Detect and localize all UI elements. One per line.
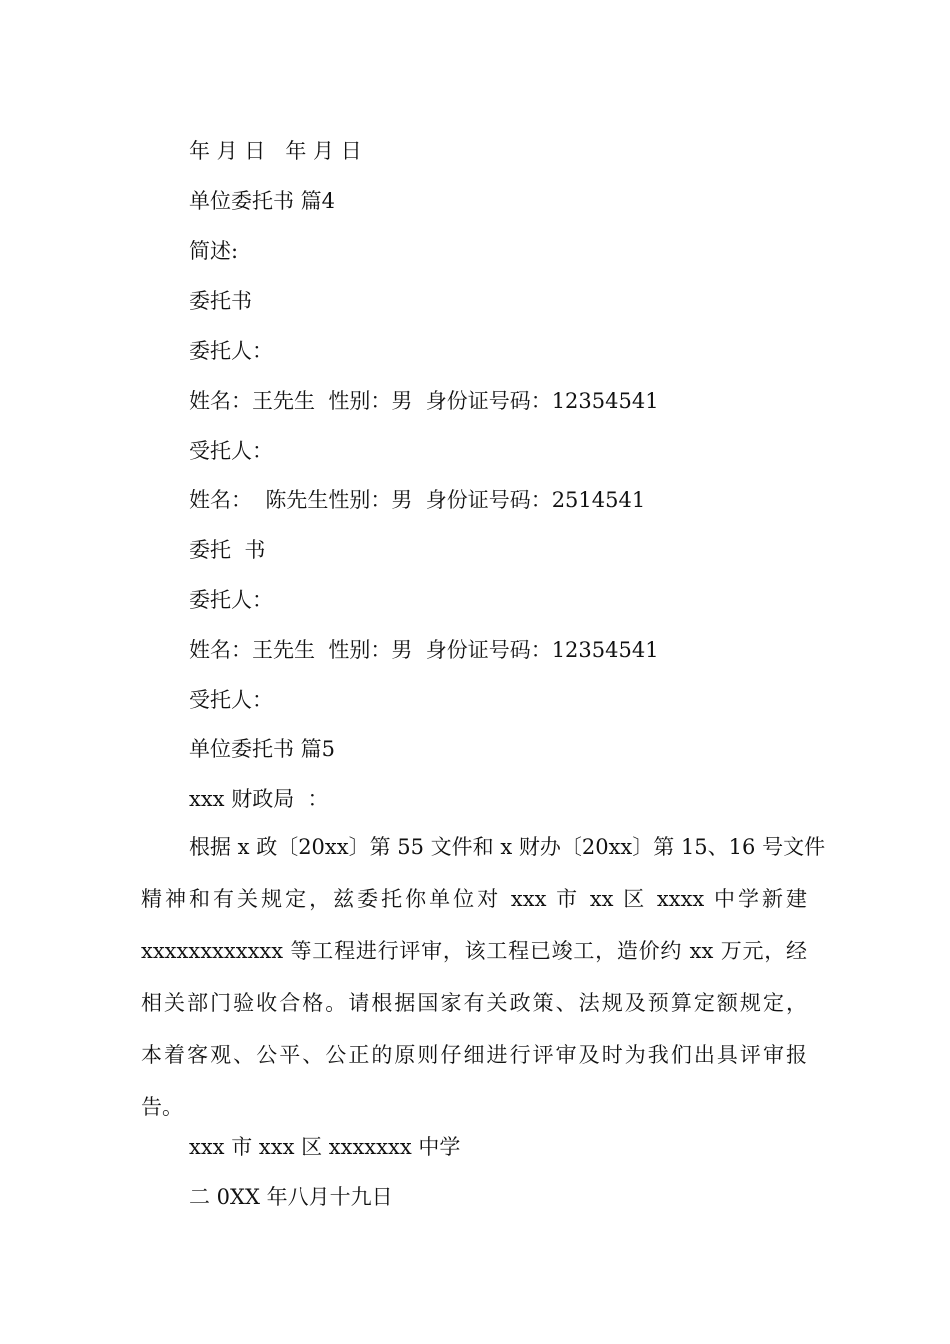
principal-label: 委托人： xyxy=(189,588,273,612)
paragraph-line: 精神和有关规定，兹委托你单位对 xxx 市 xx 区 xxxx 中学新建 xyxy=(141,887,807,911)
signature-date: 二 0XX 年八月十九日 xyxy=(189,1185,393,1209)
paragraph-line: xxxxxxxxxxxx 等工程进行评审，该工程已竣工，造价约 xx 万元，经 xyxy=(141,939,807,963)
paragraph-line: 相关部门验收合格。请根据国家有关政策、法规及预算定额规定， xyxy=(141,991,807,1015)
section-title-4: 单位委托书 篇4 xyxy=(189,189,336,213)
letter-heading: 委托 书 xyxy=(189,538,266,562)
date-line: 年 月 日 年 月 日 xyxy=(189,139,362,163)
summary-label: 简述: xyxy=(189,239,239,263)
letter-heading: 委托书 xyxy=(189,289,252,313)
principal-info: 姓名：王先生 性别：男 身份证号码：12354541 xyxy=(189,389,659,413)
agent-label: 受托人： xyxy=(189,688,273,712)
section-title-5: 单位委托书 篇5 xyxy=(189,737,336,761)
agent-info: 姓名： 陈先生性别：男 身份证号码：2514541 xyxy=(189,488,646,512)
paragraph-line: 告。 xyxy=(141,1095,183,1119)
addressee: xxx 财政局 ： xyxy=(189,787,329,811)
principal-label: 委托人： xyxy=(189,339,273,363)
principal-info: 姓名：王先生 性别：男 身份证号码：12354541 xyxy=(189,638,659,662)
paragraph-line: 根据 x 政〔20xx〕第 55 文件和 x 财办〔20xx〕第 15、16 号文件 xyxy=(189,835,826,859)
agent-label: 受托人： xyxy=(189,439,273,463)
paragraph-line: 本着客观、公平、公正的原则仔细进行评审及时为我们出具评审报 xyxy=(141,1043,807,1067)
body-paragraph xyxy=(141,821,826,1133)
signature-organization: xxx 市 xxx 区 xxxxxxx 中学 xyxy=(189,1135,461,1159)
